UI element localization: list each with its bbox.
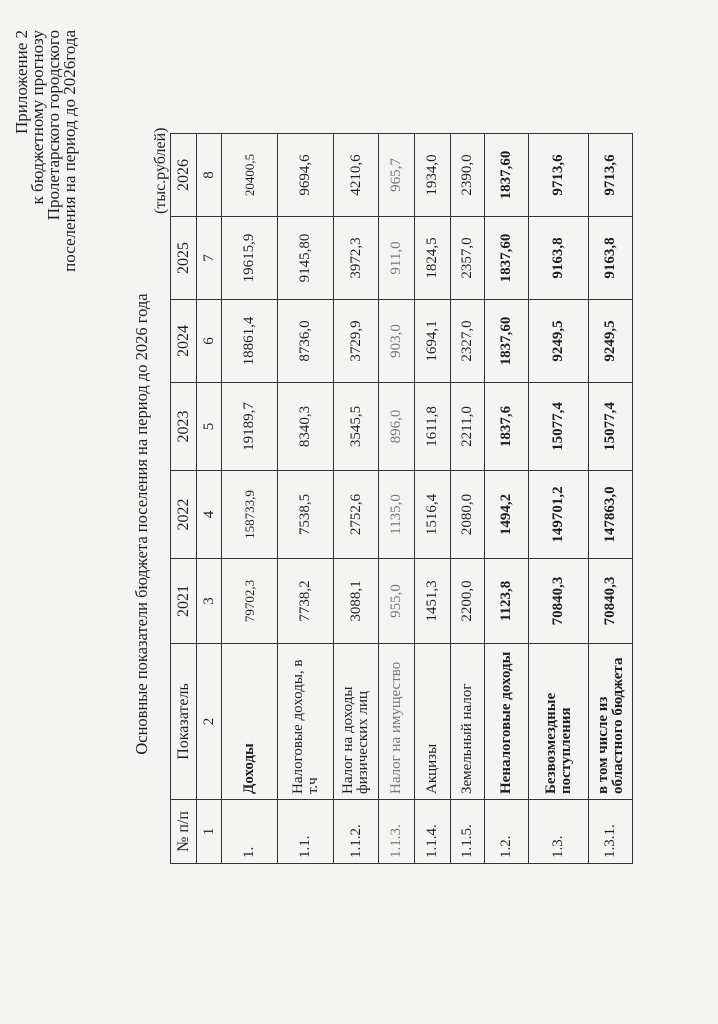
value-cell: 2200,0 bbox=[451, 559, 485, 644]
table-row bbox=[451, 134, 485, 864]
value-cell: 3088,1 bbox=[334, 559, 379, 644]
column-number-row bbox=[197, 134, 222, 864]
value-cell: 15077,4 bbox=[529, 383, 589, 471]
column-number-cell: 3 bbox=[197, 559, 222, 644]
value-cell: 2327,0 bbox=[451, 300, 485, 383]
value-cell: 1837,60 bbox=[485, 300, 529, 383]
value-cell: 911,0 bbox=[379, 217, 415, 300]
value-cell: 965,7 bbox=[379, 134, 415, 217]
header-cell: № п/п bbox=[171, 800, 197, 864]
document-title: Основные показатели бюджета поселения на период до 2026 года bbox=[132, 293, 151, 755]
value-cell: 896,0 bbox=[379, 383, 415, 471]
indicator-cell: Доходы bbox=[222, 644, 278, 800]
row-number-cell: 1.3. bbox=[529, 800, 589, 864]
table-row bbox=[529, 134, 589, 864]
value-cell: 149701,2 bbox=[529, 471, 589, 559]
value-cell: 7538,5 bbox=[278, 471, 334, 559]
value-cell: 903,0 bbox=[379, 300, 415, 383]
value-cell: 1123,8 bbox=[485, 559, 529, 644]
row-number-cell: 1.2. bbox=[485, 800, 529, 864]
row-number-cell: 1.1.4. bbox=[415, 800, 451, 864]
value-cell: 1934,0 bbox=[415, 134, 451, 217]
indicator-cell: Налог на имущество bbox=[379, 644, 415, 800]
row-number-cell: 1.3.1. bbox=[589, 800, 633, 864]
indicator-cell: Налог на доходы физических лиц bbox=[334, 644, 379, 800]
value-cell: 4210,6 bbox=[334, 134, 379, 217]
value-cell: 9163,8 bbox=[529, 217, 589, 300]
value-cell: 2752,6 bbox=[334, 471, 379, 559]
value-cell: 9163,8 bbox=[589, 217, 633, 300]
indicator-cell: Неналоговые доходы bbox=[485, 644, 529, 800]
value-cell: 9249,5 bbox=[589, 300, 633, 383]
value-cell: 9694,6 bbox=[278, 134, 334, 217]
value-cell: 1837,60 bbox=[485, 134, 529, 217]
column-number-cell: 7 bbox=[197, 217, 222, 300]
value-cell: 8340,3 bbox=[278, 383, 334, 471]
value-cell: 955,0 bbox=[379, 559, 415, 644]
value-cell: 1494,2 bbox=[485, 471, 529, 559]
table-row bbox=[415, 134, 451, 864]
value-cell: 3972,3 bbox=[334, 217, 379, 300]
row-number-cell: 1.1.3. bbox=[379, 800, 415, 864]
table-row bbox=[334, 134, 379, 864]
column-number-cell: 2 bbox=[197, 644, 222, 800]
value-cell: 7738,2 bbox=[278, 559, 334, 644]
table-row bbox=[278, 134, 334, 864]
indicator-cell: Земельный налог bbox=[451, 644, 485, 800]
value-cell: 9145,80 bbox=[278, 217, 334, 300]
value-cell: 8736,0 bbox=[278, 300, 334, 383]
column-number-cell: 5 bbox=[197, 383, 222, 471]
indicator-cell: Акцизы bbox=[415, 644, 451, 800]
indicator-cell: в том числе из областного бюджета bbox=[589, 644, 633, 800]
value-cell: 20400,5 bbox=[222, 134, 278, 217]
header-cell: 2026 bbox=[171, 134, 197, 217]
value-cell: 2390,0 bbox=[451, 134, 485, 217]
value-cell: 1837,60 bbox=[485, 217, 529, 300]
table-row bbox=[379, 134, 415, 864]
table-row bbox=[485, 134, 529, 864]
header-cell: 2022 bbox=[171, 471, 197, 559]
table-header-row bbox=[171, 134, 197, 864]
value-cell: 3729,9 bbox=[334, 300, 379, 383]
value-cell: 70840,3 bbox=[529, 559, 589, 644]
value-cell: 1611,8 bbox=[415, 383, 451, 471]
appendix-line-1: Приложение 2 bbox=[12, 30, 31, 134]
indicator-cell: Налоговые доходы, в т.ч bbox=[278, 644, 334, 800]
header-cell: 2024 bbox=[171, 300, 197, 383]
value-cell: 1824,5 bbox=[415, 217, 451, 300]
value-cell: 2211,0 bbox=[451, 383, 485, 471]
header-cell: 2025 bbox=[171, 217, 197, 300]
column-number-cell: 8 bbox=[197, 134, 222, 217]
header-cell: 2023 bbox=[171, 383, 197, 471]
value-cell: 9713,6 bbox=[529, 134, 589, 217]
value-cell: 158733,9 bbox=[222, 471, 278, 559]
value-cell: 1135,0 bbox=[379, 471, 415, 559]
table-row bbox=[589, 134, 633, 864]
value-cell: 1837,6 bbox=[485, 383, 529, 471]
value-cell: 1694,1 bbox=[415, 300, 451, 383]
table-row bbox=[222, 134, 278, 864]
value-cell: 9713,6 bbox=[589, 134, 633, 217]
header-cell: Показатель bbox=[171, 644, 197, 800]
value-cell: 147863,0 bbox=[589, 471, 633, 559]
indicator-cell: Безвозмездные поступления bbox=[529, 644, 589, 800]
value-cell: 3545,5 bbox=[334, 383, 379, 471]
row-number-cell: 1.1.5. bbox=[451, 800, 485, 864]
value-cell: 9249,5 bbox=[529, 300, 589, 383]
units-label: (тыс.рублей) bbox=[152, 127, 169, 214]
value-cell: 70840,3 bbox=[589, 559, 633, 644]
appendix-line-2: к бюджетному прогнозу bbox=[28, 30, 47, 205]
value-cell: 19615,9 bbox=[222, 217, 278, 300]
row-number-cell: 1. bbox=[222, 800, 278, 864]
header-cell: 2021 bbox=[171, 559, 197, 644]
value-cell: 79702,3 bbox=[222, 559, 278, 644]
value-cell: 1516,4 bbox=[415, 471, 451, 559]
value-cell: 1451,3 bbox=[415, 559, 451, 644]
value-cell: 15077,4 bbox=[589, 383, 633, 471]
value-cell: 18861,4 bbox=[222, 300, 278, 383]
row-number-cell: 1.1. bbox=[278, 800, 334, 864]
value-cell: 19189,7 bbox=[222, 383, 278, 471]
column-number-cell: 4 bbox=[197, 471, 222, 559]
appendix-header bbox=[14, 30, 78, 272]
budget-table bbox=[170, 133, 633, 864]
appendix-line-4: поселения на период до 2026года bbox=[60, 30, 79, 272]
value-cell: 2080,0 bbox=[451, 471, 485, 559]
column-number-cell: 6 bbox=[197, 300, 222, 383]
value-cell: 2357,0 bbox=[451, 217, 485, 300]
column-number-cell: 1 bbox=[197, 800, 222, 864]
row-number-cell: 1.1.2. bbox=[334, 800, 379, 864]
appendix-line-3: Пролетарского городского bbox=[44, 30, 63, 221]
